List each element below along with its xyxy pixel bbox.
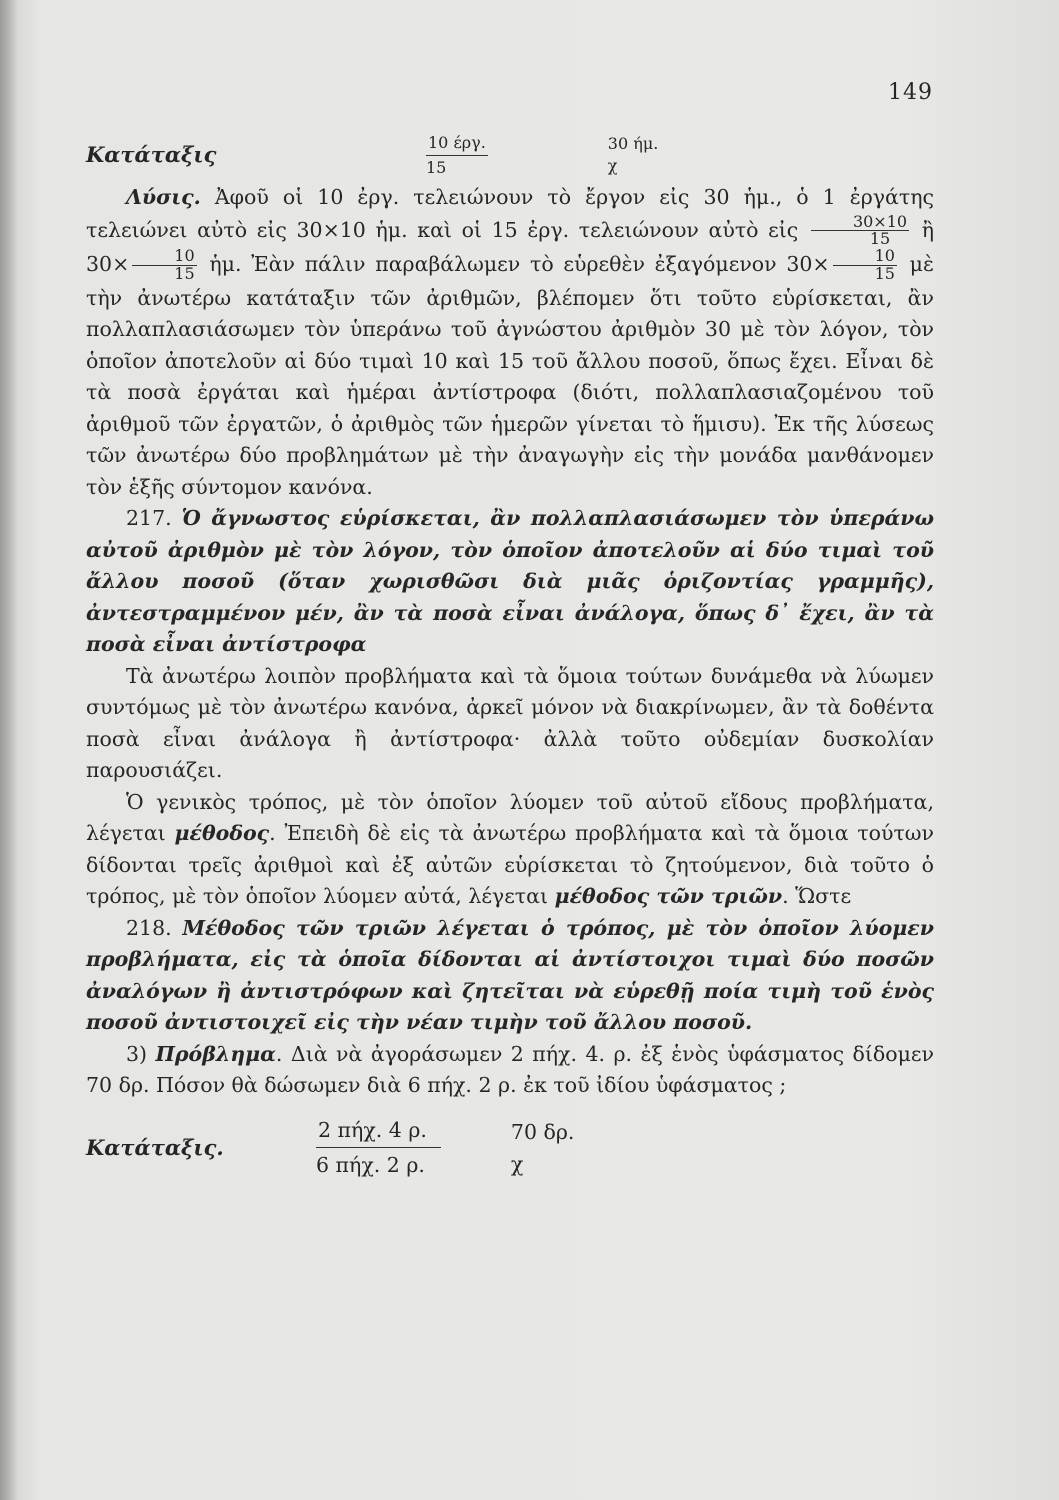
- fraction-2-numerator: 10: [132, 248, 196, 266]
- arrangement-label: Κατάταξις: [86, 142, 217, 168]
- method-text-1: Ὁ γενικὸς τρόπος, μὲ τὸν ὁποῖον λύομεν τοῦ αὐτοῦ εἴδους προβλήματα, λέγεται: [86, 789, 934, 846]
- arrangement-right-column: [608, 133, 659, 177]
- rule-218-text: Μέθοδος τῶν τριῶν λέγεται ὁ τρόπος, μὲ τὸν ὁποῖον λύομεν προβλήματα, εἰς τὰ ὁποῖα δίδονται αἱ ἀντίστοιχοι τιμαὶ δύο ποσῶν ἀναλόγων ἢ ἀντιστρόφων καὶ ζητεῖται νὰ εὑρεθῇ ποία τιμὴ τοῦ ἑνὸς ποσοῦ ἀντιστοιχεῖ εἰς τὴν νέαν τιμὴν τοῦ ἄλλου ποσοῦ.: [86, 915, 934, 1035]
- arrangement-2-bottom-right: χ: [510, 1151, 524, 1176]
- solution-paragraph: [86, 182, 934, 503]
- method-text-2: . Ἐπειδὴ δὲ εἰς τὰ ἀνωτέρω προβλήματα καὶ τὰ ὅμοια τούτων δίδονται τρεῖς ἀριθμοὶ καὶ ἐξ αὐτῶν εὑρίσκεται τὸ ζητούμενον, διὰ τοῦτο ὁ τρόπος, μὲ τὸν ὁποῖον λύομεν αὐτά, λέγεται: [86, 821, 934, 909]
- page-number: 149: [888, 80, 933, 105]
- method-term: μέθοδος: [174, 821, 270, 846]
- method-text-3: . Ὥστε: [782, 884, 852, 909]
- solution-heading: Λύσις.: [126, 185, 201, 209]
- arrangement-2-label: Κατάταξις.: [86, 1134, 224, 1160]
- arrangement-2-right-column: [511, 1116, 575, 1180]
- problem-3-heading: Πρόβλημα: [155, 1041, 276, 1066]
- paragraph-rule-usage: Τὰ ἀνωτέρω λοιπὸν προβλήματα καὶ τὰ ὅμοια τούτων δυνάμεθα νὰ λύωμεν συντόμως μὲ τὸν ἀνωτέρω κανόνα, ἀρκεῖ μόνον νὰ διακρίνωμεν, ἂν τὰ δοθέντα ποσὰ εἶναι ἀνάλογα ἢ ἀντίστροφα· ἀλλὰ τοῦτο οὐδεμίαν δυσκολίαν παρουσιάζει.: [86, 663, 934, 783]
- fraction-1-numerator: 30×10: [811, 214, 909, 232]
- fraction-3: [833, 248, 897, 283]
- arrangement-2-bottom-left: 6 πήχ. 2 ρ.: [316, 1153, 425, 1178]
- rule-217-number: 217.: [126, 506, 182, 531]
- paragraph-method: [86, 787, 934, 913]
- arrangement-bottom-right: χ: [607, 156, 618, 175]
- fraction-2: [132, 248, 196, 283]
- fraction-3-numerator: 10: [833, 248, 897, 266]
- problem-3-text: . Διὰ νὰ ἀγοράσωμεν 2 πήχ. 4. ρ. ἐξ ἑνὸς ὑφάσματος δίδομεν 70 δρ. Πόσον θὰ δώσωμεν διὰ 6 πήχ. 2 ρ. ἐκ τοῦ ἰδίου ὑφάσματος ;: [86, 1041, 935, 1098]
- rule-218-number: 218.: [126, 915, 183, 940]
- fraction-1-denominator: 15: [869, 229, 891, 249]
- binding-shadow: [0, 0, 18, 1500]
- problem-3-number: 3): [126, 1041, 156, 1066]
- arrangement-2-left-column: [316, 1115, 441, 1180]
- arrangement-2-top-left: 2 πήχ. 4 ρ.: [316, 1115, 441, 1148]
- fraction-2-denominator: 15: [174, 263, 195, 283]
- solution-text-4: μὲ τὴν ἀνωτέρω κατάταξιν τῶν ἀριθμῶν, βλέπομεν ὅτι τοῦτο εὑρίσκεται, ἂν πολλαπλασιάσωμεν τὸν ὑπεράνω τοῦ ἀγνώστου ἀριθμὸν 30 μὲ τὸν λόγον, τὸν ὁποῖον ἀποτελοῦν αἱ δύο τιμαὶ 10 καὶ 15 τοῦ ἄλλου ποσοῦ, ὅπως ἔχει. Εἶναι δὲ τὰ ποσὰ ἐργάται καὶ ἡμέραι ἀντίστροφα (διότι, πολλαπλασιαζομένου τοῦ ἀριθμοῦ τῶν ἐργατῶν, ὁ ἀριθμὸς τῶν ἡμερῶν γίνεται τὸ ἥμισυ). Ἐκ τῆς λύσεως τῶν ἀνωτέρω δύο προβλημάτων μὲ τὴν ἀναγωγὴν εἰς τὴν μονάδα μανθάνομεν τὸν ἑξῆς σύντομον κανόνα.: [86, 251, 934, 499]
- problem-3: [86, 1039, 934, 1102]
- solution-text-3: ἡμ. Ἐὰν πάλιν παραβάλωμεν τὸ εὑρεθὲν ἐξαγόμενον 30×: [199, 251, 830, 276]
- arrangement-2-top-right: 70 δρ.: [510, 1119, 575, 1144]
- method-of-three-term: μέθοδος τῶν τριῶν: [554, 884, 783, 909]
- rule-218: [86, 913, 934, 1039]
- page-body: [86, 128, 934, 1188]
- arrangement-top-left: 10 έργ.: [426, 133, 488, 156]
- arrangement-1: [86, 128, 934, 182]
- solution-text-2: ἢ 30×: [86, 217, 934, 276]
- fraction-1: [811, 211, 909, 249]
- solution-text-1: Ἀφοῦ οἱ 10 ἐργ. τελειώνουν τὸ ἔργον εἰς 30 ἡμ., ὁ 1 ἐργάτης τελειώνει αὐτὸ εἰς 30×10 ἡμ. καὶ οἱ 15 ἐργ. τελειώνουν αὐτὸ εἰς: [86, 185, 934, 242]
- arrangement-2: [86, 1108, 934, 1188]
- arrangement-left-column: [426, 133, 488, 178]
- fraction-3-denominator: 15: [874, 263, 895, 283]
- arrangement-top-right: 30 ήμ.: [607, 134, 659, 153]
- arrangement-bottom-left: 15: [426, 157, 447, 177]
- rule-217-text: Ὁ ἄγνωστος εὑρίσκεται, ἂν πολλαπλασιάσωμεν τὸν ὑπεράνω αὐτοῦ ἀριθμὸν μὲ τὸν λόγον, τὸν ὁποῖον ἀποτελοῦν αἱ δύο τιμαὶ τοῦ ἄλλου ποσοῦ (ὅταν χωρισθῶσι διὰ μιᾶς ὁριζοντίας γραμμῆς), ἀντεστραμμένον μέν, ἂν τὰ ποσὰ εἶναι ἀνάλογα, ὅπως δ᾿ ἔχει, ἂν τὰ ποσὰ εἶναι ἀντίστροφα: [86, 506, 934, 657]
- rule-217: [86, 503, 934, 661]
